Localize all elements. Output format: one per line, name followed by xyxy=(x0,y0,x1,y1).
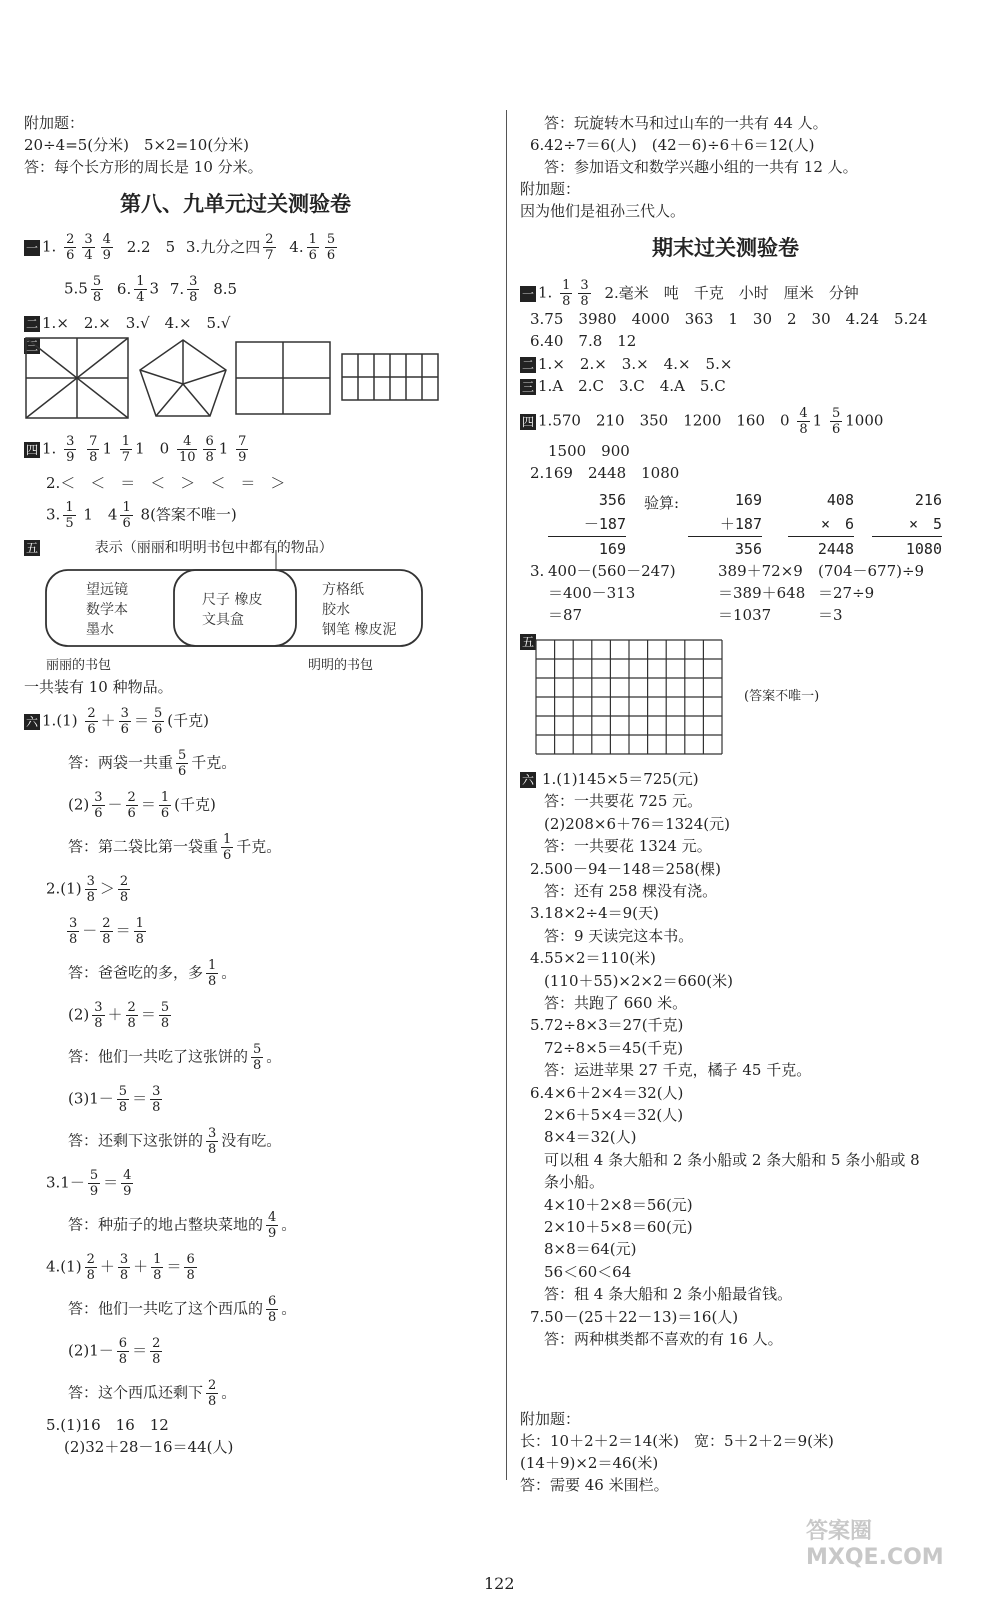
answer-line: 3.18×2÷4＝9(天) xyxy=(530,904,659,923)
fraction: $\frac{1}{5}$ xyxy=(65,500,74,531)
fraction: $\frac{3}{8}$ xyxy=(580,278,589,309)
bonus-line-1: 20÷4=5(分米) 5×2=10(分米) xyxy=(24,136,250,154)
answer-line: 6.40 7.8 12 xyxy=(530,332,637,350)
answer-line: 56＜60＜64 xyxy=(544,1262,632,1281)
fraction: $\frac{5}{6}$ xyxy=(326,232,336,263)
fraction: $\frac{6}{8}$ xyxy=(205,434,214,465)
lili-only-items: 望远镜 数学本 墨水 xyxy=(86,582,128,638)
answer-line: 2.500－94－148＝258(棵) xyxy=(530,859,721,878)
fraction: $\frac{2}{7}$ xyxy=(265,232,274,263)
fraction: $\frac{7}{9}$ xyxy=(238,434,247,465)
answer-line: 答：还剩下这张饼的 $\frac{3}{8}$ 没有吃。 xyxy=(68,1126,282,1157)
fraction: $\frac{1}{6}$ xyxy=(122,500,131,531)
answer-line: 2.(1) $\frac{3}{8}$ ＞ $\frac{2}{8}$ xyxy=(46,874,129,905)
answer-line: 六 1.(1) $\frac{2}{6}$ ＋ $\frac{3}{6}$ ＝ $\frac{5}{6}$ (千克) xyxy=(26,706,209,737)
answer-line: 4.55×2＝110(米) xyxy=(530,949,656,968)
answer-line: 二 1.× 2.× 3.× 4.× 5.× xyxy=(522,355,733,373)
answer-line: 4×10＋2×8＝56(元) xyxy=(544,1195,693,1214)
stepwise-calc-1: 400－(560－247) ＝400－313 ＝87 xyxy=(548,562,676,624)
fraction: $\frac{6}{8}$ xyxy=(186,1252,195,1283)
bonus-line: (14＋9)×2＝46(米) xyxy=(520,1454,659,1472)
answer-line: 答：他们一共吃了这张饼的 $\frac{5}{8}$ 。 xyxy=(68,1042,282,1073)
answer-line: 7.50－(25＋22－13)＝16(人) xyxy=(530,1307,739,1326)
fraction: $\frac{3}{8}$ xyxy=(86,874,95,905)
fraction: $\frac{1}{4}$ xyxy=(136,274,145,305)
fraction: $\frac{1}{8}$ xyxy=(153,1252,162,1283)
fraction: $\frac{3}{8}$ xyxy=(69,916,78,947)
fraction: $\frac{5}{8}$ xyxy=(253,1042,262,1073)
bonus-label: 附加题： xyxy=(520,180,581,198)
shared-items: 尺子 橡皮 文具盒 xyxy=(202,592,263,628)
answer-line: 3. xyxy=(530,562,545,580)
fraction: $\frac{3}{6}$ xyxy=(94,790,103,821)
answer-line: 答：还有 258 棵没有浇。 xyxy=(544,882,718,900)
section-badge: 四 xyxy=(26,442,39,457)
answer-line: 3.75 3980 4000 363 1 30 2 30 4.24 5.24 xyxy=(530,310,928,328)
divided-shapes xyxy=(24,336,464,420)
quarter-rectangle xyxy=(236,342,330,414)
answer-line: 答：一共要花 1324 元。 xyxy=(544,837,712,856)
fraction: $\frac{2}{8}$ xyxy=(102,916,111,947)
fraction: $\frac{6}{8}$ xyxy=(118,1336,128,1367)
answer-line: 答：参加语文和数学兴趣小组的一共有 12 人。 xyxy=(544,158,858,176)
answer-line: 三 1.A 2.C 3.C 4.A 5.C xyxy=(522,377,726,395)
check-label: 验算: xyxy=(644,494,680,512)
venn-total: 一共装有 10 种物品。 xyxy=(24,678,173,696)
section-badge: 一 xyxy=(26,240,39,255)
fraction: $\frac{7}{8}$ xyxy=(89,434,98,465)
section-title-unit-8-9: 第八、九单元过关测验卷 xyxy=(120,192,351,216)
page-number: 122 xyxy=(484,1574,515,1593)
fraction: $\frac{1}{6}$ xyxy=(160,790,170,821)
answer-line: 8×8＝64(元) xyxy=(544,1240,637,1259)
answer-line: 答：玩旋转木马和过山车的一共有 44 人。 xyxy=(544,114,828,132)
fraction: $\frac{3}{9}$ xyxy=(66,434,75,465)
answer-line: (110＋55)×2×2＝660(米) xyxy=(544,971,733,990)
column-divider xyxy=(506,110,507,1480)
fraction: $\frac{5}{8}$ xyxy=(92,274,102,305)
fraction: $\frac{2}{8}$ xyxy=(208,1378,217,1409)
octant-square xyxy=(26,338,128,418)
fraction: $\frac{3}{8}$ xyxy=(208,1126,217,1157)
fraction: $\frac{3}{8}$ xyxy=(119,1252,129,1283)
fraction: $\frac{5}{6}$ xyxy=(178,748,187,779)
fraction: $\frac{1}{8}$ xyxy=(208,958,217,989)
answer-line: 6.42÷7＝6(人) (42－6)÷6＋6＝12(人) xyxy=(530,136,815,154)
fraction: $\frac{6}{8}$ xyxy=(268,1294,277,1325)
answer-line: (2)208×6＋76＝1324(元) xyxy=(544,814,730,833)
answer-line: 答：共跑了 660 米。 xyxy=(544,994,688,1012)
section-badge: 二 xyxy=(522,358,535,372)
section-badge: 一 xyxy=(522,286,535,301)
answer-line: 答：第二袋比第一袋重 $\frac{1}{6}$ 千克。 xyxy=(68,832,282,863)
fraction: $\frac{4}{10}$ xyxy=(178,434,196,465)
answer-line: (3)1－ $\frac{5}{8}$ ＝ $\frac{3}{8}$ xyxy=(68,1084,161,1115)
answer-line: 答：两种棋类都不喜欢的有 16 人。 xyxy=(544,1330,783,1348)
answer-line: 5.72÷8×3＝27(千克) xyxy=(530,1016,684,1035)
answer-line: 答：租 4 条大船和 2 条小船最省钱。 xyxy=(544,1285,793,1304)
mingming-bag-label: 明明的书包 xyxy=(308,658,374,673)
answer-line: 答：这个西瓜还剩下 $\frac{2}{8}$ 。 xyxy=(68,1378,237,1409)
fraction: $\frac{2}{8}$ xyxy=(127,1000,136,1031)
fraction: $\frac{2}{8}$ xyxy=(119,874,129,905)
venn-caption: 表示（丽丽和明明书包中都有的物品） xyxy=(94,540,333,556)
section-badge: 三 xyxy=(522,380,535,394)
bonus-label: 附加题： xyxy=(24,114,85,132)
section-badge: 五 xyxy=(26,541,39,555)
fraction: $\frac{5}{9}$ xyxy=(89,1168,99,1199)
section-badge: 二 xyxy=(26,317,39,331)
answer-line: 答：运进苹果 27 千克，橘子 45 千克。 xyxy=(544,1061,812,1080)
fraction: $\frac{1}{8}$ xyxy=(562,278,571,309)
answer-line: 可以租 4 条大船和 2 条小船或 2 条大船和 5 条小船或 8 xyxy=(544,1150,920,1169)
answer-line: 答：爸爸吃的多，多 $\frac{1}{8}$ 。 xyxy=(68,958,237,989)
vertical-multiplication-1: 408 × 6 2448 xyxy=(788,488,854,561)
answer-line: 3.1－ $\frac{5}{9}$ ＝ $\frac{4}{9}$ xyxy=(46,1168,132,1199)
answer-line: 5.5 $\frac{5}{8}$ 6. $\frac{1}{4}$ 3 7. $\frac{3}{8}$ 8.5 xyxy=(64,274,238,305)
fraction: $\frac{4}{9}$ xyxy=(123,1168,132,1199)
answer-line: 2.＜ ＜ ＝ ＜ ＞ ＜ ＝ ＞ xyxy=(46,474,286,492)
section-badge: 六 xyxy=(522,773,535,787)
answer-line: 72÷8×5＝45(千克) xyxy=(544,1038,684,1057)
answer-line: 6.4×6＋2×4＝32(人) xyxy=(530,1083,684,1102)
fraction: $\frac{4}{8}$ xyxy=(799,406,808,437)
answer-line: 答：他们一共吃了这个西瓜的 $\frac{6}{8}$ 。 xyxy=(68,1294,297,1325)
grid-note: (答案不唯一) xyxy=(744,689,820,704)
answer-line: $\frac{3}{8}$ － $\frac{2}{8}$ ＝ $\frac{1}{8}$ xyxy=(69,916,144,947)
answer-line: 3. $\frac{1}{5}$ 1 4 $\frac{1}{6}$ 8(答案不唯一) xyxy=(46,500,237,531)
section-badge: 六 xyxy=(26,714,39,729)
answer-line xyxy=(520,768,538,790)
bonus-answer: 因为他们是祖孙三代人。 xyxy=(520,202,686,220)
section-badge: 四 xyxy=(522,414,535,429)
grid-drawing xyxy=(534,638,724,756)
fraction: $\frac{1}{6}$ xyxy=(223,832,232,863)
answer-line: 4.(1) $\frac{2}{8}$ ＋ $\frac{3}{8}$ ＋ $\frac{1}{8}$ ＝ $\frac{6}{8}$ xyxy=(46,1252,195,1283)
bonus-line: 答：需要 46 米围栏。 xyxy=(520,1476,669,1494)
vertical-addition-check: 169 ＋187 356 xyxy=(688,488,762,561)
fraction: $\frac{4}{9}$ xyxy=(268,1210,277,1241)
answer-line: 二 1.× 2.× 3.√ 4.× 5.√ xyxy=(26,314,231,332)
fraction: $\frac{5}{8}$ xyxy=(118,1084,128,1115)
fraction: $\frac{3}{8}$ xyxy=(94,1000,103,1031)
fraction: $\frac{5}{6}$ xyxy=(831,406,841,437)
fraction: $\frac{2}{6}$ xyxy=(127,790,136,821)
section-badge: 五 xyxy=(522,635,535,649)
section-badge: 三 xyxy=(26,339,39,353)
answer-line: (2)1－ $\frac{6}{8}$ ＝ $\frac{2}{8}$ xyxy=(68,1336,161,1367)
fraction: $\frac{2}{8}$ xyxy=(86,1252,95,1283)
bonus-line: 长：10＋2＋2＝14(米) 宽：5＋2＋2＝9(米) xyxy=(520,1432,834,1450)
fraction: $\frac{1}{7}$ xyxy=(121,434,131,465)
bonus-line-2: 答：每个长方形的周长是 10 分米。 xyxy=(24,158,263,176)
answer-line: 2.169 2448 1080 xyxy=(530,464,680,482)
fraction: $\frac{5}{8}$ xyxy=(160,1000,170,1031)
fraction: $\frac{1}{6}$ xyxy=(308,232,317,263)
fraction: $\frac{4}{9}$ xyxy=(102,232,111,263)
answer-line: 1500 900 xyxy=(548,442,630,460)
answer-line: 条小船。 xyxy=(544,1173,605,1192)
fraction: $\frac{2}{6}$ xyxy=(87,706,96,737)
grid-rectangle xyxy=(342,354,438,400)
watermark-logo: 答案圈 MXQE.COM xyxy=(806,1519,944,1570)
answer-line: (2) $\frac{3}{6}$ － $\frac{2}{6}$ ＝ $\frac{1}{6}$ (千克) xyxy=(68,790,216,821)
lili-bag-label: 丽丽的书包 xyxy=(46,658,112,673)
fraction: $\frac{2}{8}$ xyxy=(152,1336,161,1367)
answer-line: (2) $\frac{3}{8}$ ＋ $\frac{2}{8}$ ＝ $\frac{5}{8}$ xyxy=(68,1000,170,1031)
fraction: $\frac{3}{8}$ xyxy=(189,274,198,305)
fraction: $\frac{3}{4}$ xyxy=(84,232,93,263)
vertical-subtraction: 356 －187 169 xyxy=(548,488,626,561)
answer-line: 1.(1)145×5＝725(元) xyxy=(542,770,699,788)
answer-line: 2×6＋5×4＝32(人) xyxy=(544,1106,684,1124)
answer-line: 2×10＋5×8＝60(元) xyxy=(544,1218,693,1236)
divided-pentagon xyxy=(140,340,226,416)
answer-line: 答：种茄子的地占整块菜地的 $\frac{4}{9}$ 。 xyxy=(68,1210,297,1241)
answer-line: 四 1.570 210 350 1200 160 0 $\frac{4}{8}$ 1 $\frac{5}{6}$ 1000 xyxy=(522,406,884,437)
fraction: $\frac{5}{6}$ xyxy=(153,706,163,737)
bonus-label: 附加题： xyxy=(520,1410,581,1428)
answer-line: 四 1. $\frac{3}{9}$ $\frac{7}{8}$ 1 $\frac{1}{7}$ 1 0 $\frac{4}{10}$ $\frac{6}{8}$ 1 $\frac{7}{9}$ xyxy=(26,434,247,465)
answer-line: 一 1. $\frac{1}{8}$ $\frac{3}{8}$ 2.毫米 吨 千克 小时 厘米 分钟 xyxy=(522,278,859,309)
answer-line: 8×4＝32(人) xyxy=(544,1128,637,1147)
stepwise-calc-3: (704－677)÷9 ＝27÷9 ＝3 xyxy=(818,562,925,624)
fraction: $\frac{1}{8}$ xyxy=(135,916,144,947)
answer-line: 5.(1)16 16 12 xyxy=(46,1416,169,1434)
stepwise-calc-2: 389＋72×9 ＝389＋648 ＝1037 xyxy=(718,562,806,624)
answer-line: 一 1. $\frac{2}{6}$ $\frac{3}{4}$ $\frac{4}{9}$ 2.2 5 3.九分之四 $\frac{2}{7}$ 4. $\frac{1}{6}$ $\frac{5}{6}$ xyxy=(26,232,336,263)
mingming-only-items: 方格纸 胶水 钢笔 橡皮泥 xyxy=(322,582,397,638)
answer-line: 答：9 天读完这本书。 xyxy=(544,926,694,945)
vertical-multiplication-2: 216 × 5 1080 xyxy=(872,488,942,561)
answer-line: (2)32＋28－16＝44(人) xyxy=(64,1438,234,1456)
fraction: $\frac{3}{6}$ xyxy=(120,706,129,737)
answer-line: 答：两袋一共重 $\frac{5}{6}$ 千克。 xyxy=(68,748,237,779)
answer-line: 答：一共要花 725 元。 xyxy=(544,792,703,811)
section-title-final: 期末过关测验卷 xyxy=(652,236,799,260)
fraction: $\frac{3}{8}$ xyxy=(152,1084,161,1115)
fraction: $\frac{2}{6}$ xyxy=(66,232,75,263)
